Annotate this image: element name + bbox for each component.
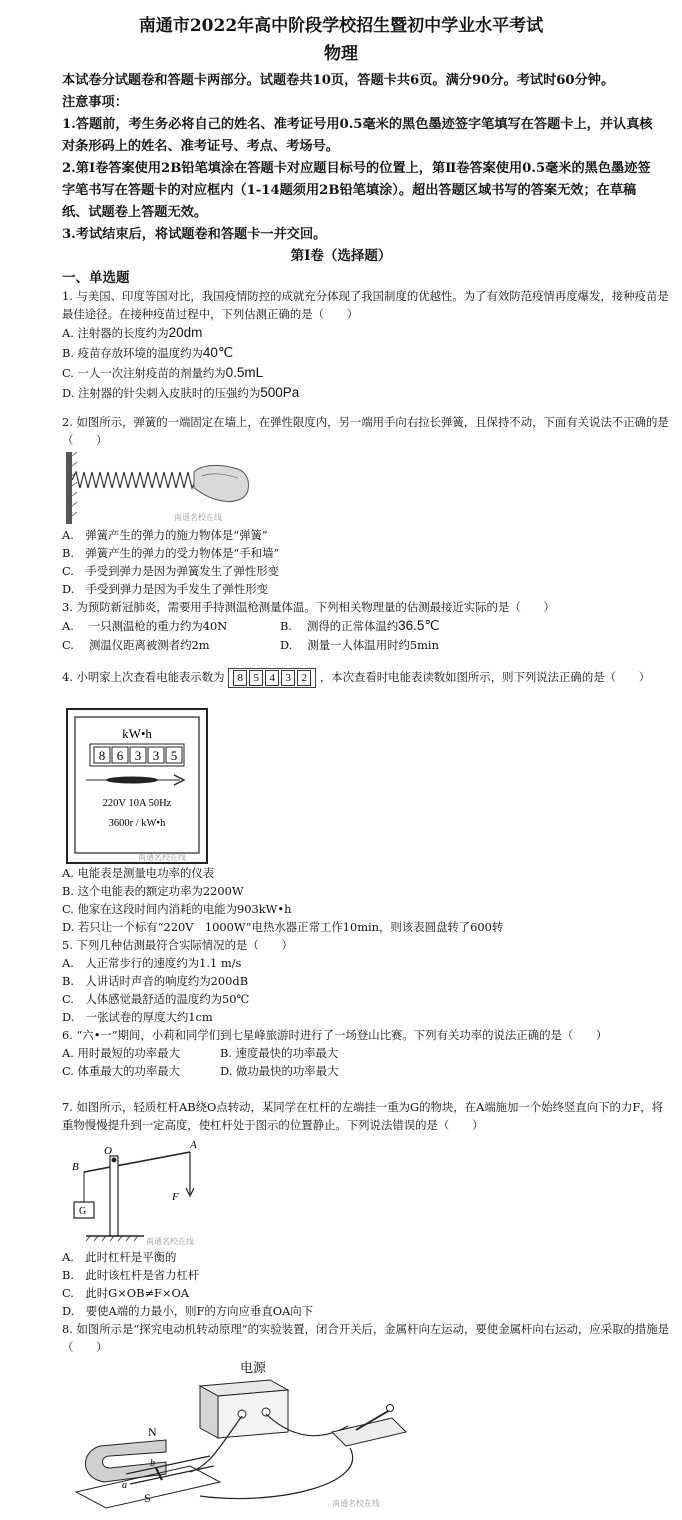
question-4-stem-pre: 4. 小明家上次查看电能表示数为 [62, 670, 225, 684]
question-1-option-a [62, 323, 672, 343]
label-o: O [104, 1145, 112, 1157]
wire [200, 1448, 353, 1499]
spring-figure [62, 450, 252, 526]
option-value: 0.5mL [225, 365, 264, 380]
question-4-stem [62, 668, 672, 688]
question-7 [62, 1098, 672, 1134]
watermark-label: 南通名校在线 [138, 853, 186, 862]
exam-subject: 物理 [324, 44, 358, 64]
question-3-stem: 3. 为预防新冠肺炎，需要用手持测温枪测量体温。下列相关物理量的估测最接近实际的是（ ） [62, 600, 555, 614]
exam-notice [62, 70, 662, 246]
question-4 [62, 668, 672, 688]
label-b-end: b [150, 1458, 155, 1469]
meter-digit: 4 [265, 670, 279, 686]
watermark-label: 南通名校在线 [146, 1237, 194, 1246]
power-supply-front [218, 1390, 288, 1438]
question-8 [62, 1320, 672, 1356]
question-7-option-c: C. 此时G×OB≠F×OA [62, 1286, 190, 1300]
switch-handle [387, 1405, 394, 1412]
watermark-label: 南通名校在线 [174, 513, 222, 522]
question-5-option-d: D. 一张试卷的厚度大约1cm [62, 1010, 213, 1024]
watermark-label: 南通名校在线 [332, 1499, 380, 1508]
meter-digit: 3 [134, 748, 142, 763]
meter-disc [106, 777, 158, 784]
option-value: 20dm [168, 325, 203, 340]
question-7-option-b: B. 此时该杠杆是省力杠杆 [62, 1268, 200, 1282]
question-1-option-c [62, 363, 672, 383]
meter-spec: 220V 10A 50Hz [102, 798, 172, 809]
notice-intro: 本试卷分试题卷和答题卡两部分。试题卷共10页，答题卡共6页。满分90分。考试时60分钟。 [62, 73, 615, 88]
question-6-option-b: B. 速度最快的功率最大 [220, 1046, 339, 1060]
question-4-option-d: D. 若只让一个标有“220V 1000W”电热水器正常工作10min，则该表圆盘转了600转 [62, 920, 504, 934]
question-5-stem: 5. 下列几种估测最符合实际情况的是（ ） [62, 938, 293, 952]
question-2-options [62, 526, 672, 598]
question-3-option-b: B. 测得的正常体温约 [280, 619, 399, 633]
notice-item-2: 2.第Ⅰ卷答案使用2B铅笔填涂在答题卡对应题目标号的位置上，第Ⅱ卷答案使用0.5毫米的黑色墨迹签字笔书写在答题卡的对应框内（1-14题须用2B铅笔填涂）。超出答题区域书写的答案无效；在草稿纸、试题卷上答题无效。 [62, 161, 651, 220]
question-4-stem-post: ，本次查看时电能表读数如图所示，则下列说法正确的是（ ） [319, 670, 651, 684]
question-4-options [62, 864, 672, 936]
label-g: G [79, 1206, 87, 1217]
question-7-options [62, 1248, 672, 1320]
meter-digit: 5 [249, 670, 263, 686]
option-text: B. 疫苗存放环境的温度约为 [62, 346, 203, 360]
question-6-option-d: D. 做功最快的功率最大 [220, 1064, 339, 1078]
notice-item-1: 1.答题前，考生务必将自己的姓名、准考证号用0.5毫米的黑色墨迹签字笔填写在答题卡上，并认真核对条形码上的姓名、准考证号、考点、考场号。 [62, 117, 653, 154]
question-5-option-c: C. 人体感觉最舒适的温度约为50℃ [62, 992, 250, 1006]
label-a-end: a [122, 1480, 127, 1491]
question-8-stem: 8. 如图所示是“探究电动机转动原理”的实验装置，闭合开关后，金属杆向左运动，要使金属杆向右运动，应采取的措施是（ ） [62, 1322, 670, 1354]
option-text: D. 注射器的针尖刺入皮肤时的压强约为 [62, 386, 261, 400]
part-title: 一、单选题 [62, 270, 130, 286]
question-2-option-b: B. 弹簧产生的弹力的受力物体是“手和墙” [62, 546, 280, 560]
spring-coil [72, 472, 196, 488]
meter-digit: 6 [116, 748, 124, 763]
meter-digit: 3 [152, 748, 160, 763]
label-a: A [190, 1139, 197, 1151]
wall-hatch [72, 452, 77, 516]
question-1-option-b [62, 343, 672, 363]
exam-title: 南通市2022年高中阶段学校招生暨初中学业水平考试 [138, 16, 544, 36]
question-2-option-a: A. 弹簧产生的弹力的施力物体是“弹簧” [62, 528, 268, 542]
wall [66, 452, 72, 524]
section-title: 第Ⅰ卷（选择题） [290, 248, 392, 264]
question-2 [62, 413, 672, 449]
question-3-row-1 [62, 616, 672, 636]
question-6-row-1 [62, 1044, 672, 1062]
meter-digit: 5 [170, 748, 178, 763]
label-n: N [148, 1425, 157, 1439]
question-4-option-b: B. 这个电能表的额定功率为2200W [62, 884, 244, 898]
pivot-point [112, 1158, 117, 1163]
option-text: A. 注射器的长度约为 [62, 326, 169, 340]
question-5 [62, 936, 672, 1026]
ground-hatch [86, 1236, 138, 1241]
option-value: 500Pa [260, 385, 300, 400]
question-1 [62, 287, 672, 403]
hand-shape [194, 465, 248, 501]
question-1-option-d [62, 383, 672, 403]
question-4-option-a: A. 电能表是测量电功率的仪表 [62, 866, 215, 880]
notice-item-3: 3.考试结束后，将试题卷和答题卡一并交回。 [62, 227, 327, 242]
lever-bar [84, 1152, 190, 1172]
question-3-option-c: C. 测温仪距离被测者约2m [62, 638, 210, 652]
notice-heading: 注意事项： [62, 95, 128, 110]
question-7-option-a: A. 此时杠杆是平衡的 [62, 1250, 177, 1264]
option-value: 40℃ [202, 345, 234, 360]
previous-meter-reading [228, 668, 316, 688]
meter-digit: 2 [297, 670, 311, 686]
power-supply-label: 电源 [240, 1360, 267, 1375]
label-b: B [72, 1161, 79, 1173]
lever-figure [66, 1136, 216, 1248]
meter-rev: 3600r / kW•h [108, 818, 166, 829]
question-6-stem: 6. “六•一”期间，小莉和同学们到七星峰旅游时进行了一场登山比赛。下列有关功率的说法正确的是（ ） [62, 1028, 608, 1042]
motor-experiment-figure [70, 1356, 510, 1516]
question-5-option-b: B. 人讲话时声音的响度约为200dB [62, 974, 249, 988]
meter-digit: 8 [98, 748, 106, 763]
question-3-option-d: D. 测量一人体温用时约5min [280, 638, 439, 652]
question-3 [62, 598, 672, 655]
label-f: F [172, 1191, 179, 1203]
meter-digit: 3 [281, 670, 295, 686]
question-2-stem: 2. 如图所示，弹簧的一端固定在墙上，在弹性限度内，另一端用手向右拉长弹簧，且保持不动，下面有关说法不正确的是（ ） [62, 415, 669, 447]
label-s: S [144, 1491, 151, 1505]
question-3-option-b-value: 36.5℃ [398, 618, 440, 633]
question-2-option-d: D. 手受到弹力是因为手发生了弹性形变 [62, 582, 268, 596]
question-1-stem: 1. 与美国、印度等国对比，我国疫情防控的成就充分体现了我国制度的优越性。为了有效防范疫情再度爆发，接种疫苗是最佳途径。在接种疫苗过程中，下列估测正确的是（ ） [62, 289, 669, 321]
question-5-option-a: A. 人正常步行的速度约为1.1 m/s [62, 956, 242, 970]
electric-meter-figure [66, 708, 208, 864]
question-6-option-a: A. 用时最短的功率最大 [62, 1046, 180, 1060]
question-7-option-d: D. 要使A端的力最小，则F的方向应垂直OA向下 [62, 1304, 314, 1318]
question-7-stem: 7. 如图所示，轻质杠杆AB绕O点转动，某同学在杠杆的左端挂一重为G的物块，在A端施加一个始终竖直向下的力F，将重物慢慢提升到一定高度，使杠杆处于图示的位置静止。下列说法错误的是（ ） [62, 1100, 664, 1132]
option-text: C. 一人一次注射疫苗的剂量约为 [62, 366, 226, 380]
question-4-option-c: C. 他家在这段时间内消耗的电能为903kW•h [62, 902, 292, 916]
meter-digit: 8 [233, 670, 247, 686]
question-3-option-a: A. 一只测温枪的重力约为40N [62, 619, 228, 633]
lever-post [110, 1156, 118, 1236]
question-6-row-2 [62, 1062, 672, 1080]
meter-unit: kW•h [122, 726, 152, 741]
question-6-option-c: C. 体重最大的功率最大 [62, 1064, 181, 1078]
question-2-option-c: C. 手受到弹力是因为弹簧发生了弹性形变 [62, 564, 279, 578]
question-3-row-2 [62, 636, 672, 655]
question-6 [62, 1026, 672, 1080]
